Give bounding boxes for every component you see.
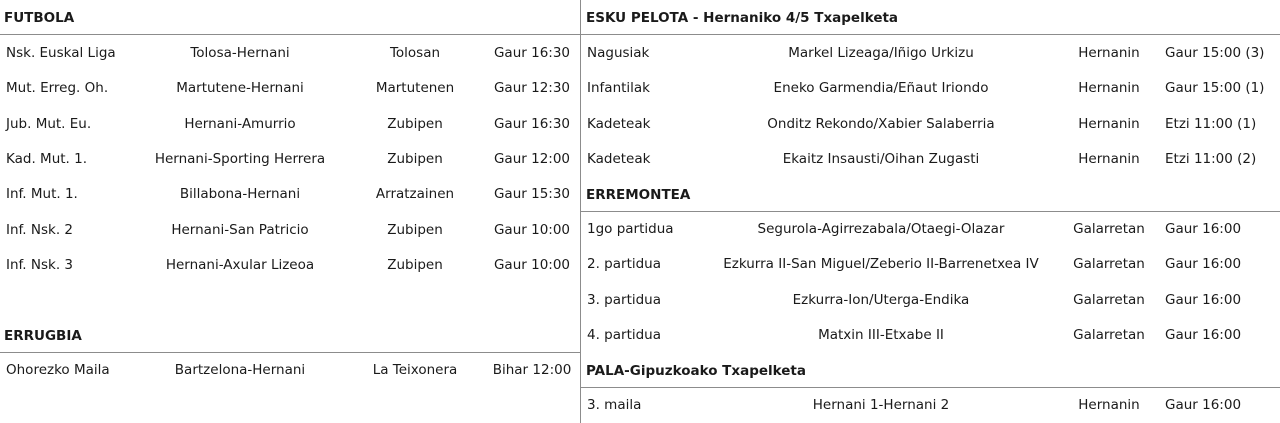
esku-pelota-header: ESKU PELOTA - Hernaniko 4/5 Txapelketa xyxy=(581,0,1280,35)
category-cell: Mut. Erreg. Oh. xyxy=(6,80,109,97)
category-cell: Inf. Nsk. 2 xyxy=(6,221,74,238)
venue-cell: Hernanin xyxy=(1078,115,1140,132)
category-cell: 3. maila xyxy=(587,397,642,413)
venue-cell: Arratzainen xyxy=(375,186,455,203)
table-row xyxy=(0,142,580,177)
category-cell: Jub. Mut. Eu. xyxy=(6,115,92,132)
time-cell: Gaur 16:00 xyxy=(1165,397,1242,413)
match-cell: Bartzelona-Hernani xyxy=(174,362,306,378)
match-cell: Martutene-Hernani xyxy=(176,80,304,97)
table-row xyxy=(581,318,1280,353)
table-row xyxy=(581,283,1280,318)
match-cell: Ekaitz Insausti/Oihan Zugasti xyxy=(782,150,980,167)
category-cell: Nsk. Euskal Liga xyxy=(6,45,116,61)
table-row xyxy=(581,36,1280,71)
left-panel xyxy=(0,0,580,423)
category-cell: Kadeteak xyxy=(587,150,651,167)
venue-cell: Galarretan xyxy=(1073,256,1145,273)
venue-cell: Hernanin xyxy=(1078,150,1140,167)
time-cell: Gaur 16:00 xyxy=(1165,221,1242,237)
category-cell: Nagusiak xyxy=(587,45,650,61)
pala-header: PALA-Gipuzkoako Txapelketa xyxy=(581,353,1280,388)
time-cell: Gaur 10:00 xyxy=(493,256,571,273)
right-panel xyxy=(580,0,1280,423)
table-row xyxy=(0,213,580,248)
table-row xyxy=(0,36,580,71)
errugbia-header: ERRUGBIA xyxy=(0,318,580,353)
table-row xyxy=(581,247,1280,282)
match-cell: Billabona-Hernani xyxy=(179,186,301,203)
match-cell: Hernani-Amurrio xyxy=(184,115,296,132)
time-cell: Gaur 16:00 xyxy=(1165,291,1242,308)
table-row xyxy=(581,388,1280,423)
category-cell: Infantilak xyxy=(587,80,651,97)
match-cell: Tolosa-Hernani xyxy=(190,45,290,61)
venue-cell: Hernanin xyxy=(1078,80,1140,97)
table-row xyxy=(581,71,1280,106)
match-cell: Ezkurra II-San Miguel/Zeberio II-Barrenetxea IV xyxy=(723,256,1039,273)
table-row xyxy=(0,353,580,388)
category-cell: Kadeteak xyxy=(587,115,651,132)
time-cell: Gaur 16:00 xyxy=(1165,326,1242,343)
category-cell: Ohorezko Maila xyxy=(6,362,110,378)
venue-cell: Galarretan xyxy=(1073,221,1145,237)
time-cell: Gaur 12:30 xyxy=(493,80,571,97)
match-cell: Hernani-Axular Lizeoa xyxy=(165,256,315,273)
venue-cell: Hernanin xyxy=(1078,397,1140,413)
category-cell: Inf. Mut. 1. xyxy=(6,186,78,203)
table-row xyxy=(0,107,580,142)
venue-cell: Martutenen xyxy=(375,80,455,97)
venue-cell: Zubipen xyxy=(387,115,443,132)
match-cell: Eneko Garmendia/Eñaut Iriondo xyxy=(773,80,989,97)
match-cell: Hernani-Sporting Herrera xyxy=(154,150,326,167)
venue-cell: Hernanin xyxy=(1078,45,1140,61)
venue-cell: Zubipen xyxy=(387,221,443,238)
time-cell: Gaur 15:30 xyxy=(493,186,571,203)
time-cell: Etzi 11:00 (1) xyxy=(1165,115,1257,132)
venue-cell: Galarretan xyxy=(1073,326,1145,343)
time-cell: Gaur 15:00 (3) xyxy=(1165,45,1265,61)
match-cell: Markel Lizeaga/Iñigo Urkizu xyxy=(788,45,974,61)
venue-cell: Galarretan xyxy=(1073,291,1145,308)
table-row xyxy=(581,142,1280,177)
category-cell: 2. partidua xyxy=(587,256,662,273)
time-cell: Gaur 16:00 xyxy=(1165,256,1242,273)
venue-cell: Zubipen xyxy=(387,256,443,273)
match-cell: Onditz Rekondo/Xabier Salaberria xyxy=(767,115,995,132)
table-row xyxy=(0,71,580,106)
venue-cell: Zubipen xyxy=(387,150,443,167)
match-cell: Hernani 1-Hernani 2 xyxy=(812,397,950,413)
time-cell: Gaur 15:00 (1) xyxy=(1165,80,1265,97)
table-row xyxy=(0,177,580,212)
time-cell: Gaur 10:00 xyxy=(493,221,571,238)
table-row xyxy=(0,248,580,283)
match-cell: Hernani-San Patricio xyxy=(171,221,309,238)
match-cell: Ezkurra-Ion/Uterga-Endika xyxy=(792,291,970,308)
erremontea-header: ERREMONTEA xyxy=(581,177,1280,212)
time-cell: Etzi 11:00 (2) xyxy=(1165,150,1257,167)
time-cell: Gaur 16:30 xyxy=(493,45,571,61)
category-cell: 3. partidua xyxy=(587,291,662,308)
venue-cell: La Teixonera xyxy=(372,362,458,378)
table-row xyxy=(581,212,1280,247)
time-cell: Bihar 12:00 xyxy=(492,362,572,378)
table-row xyxy=(581,107,1280,142)
category-cell: 4. partidua xyxy=(587,326,662,343)
futbola-header: FUTBOLA xyxy=(0,0,580,35)
match-cell: Segurola-Agirrezabala/Otaegi-Olazar xyxy=(757,221,1005,237)
venue-cell: Tolosan xyxy=(389,45,441,61)
time-cell: Gaur 12:00 xyxy=(493,150,571,167)
match-cell: Matxin III-Etxabe II xyxy=(818,326,944,343)
category-cell: Inf. Nsk. 3 xyxy=(6,256,74,273)
category-cell: Kad. Mut. 1. xyxy=(6,150,87,167)
time-cell: Gaur 16:30 xyxy=(493,115,571,132)
category-cell: 1go partidua xyxy=(587,221,674,237)
